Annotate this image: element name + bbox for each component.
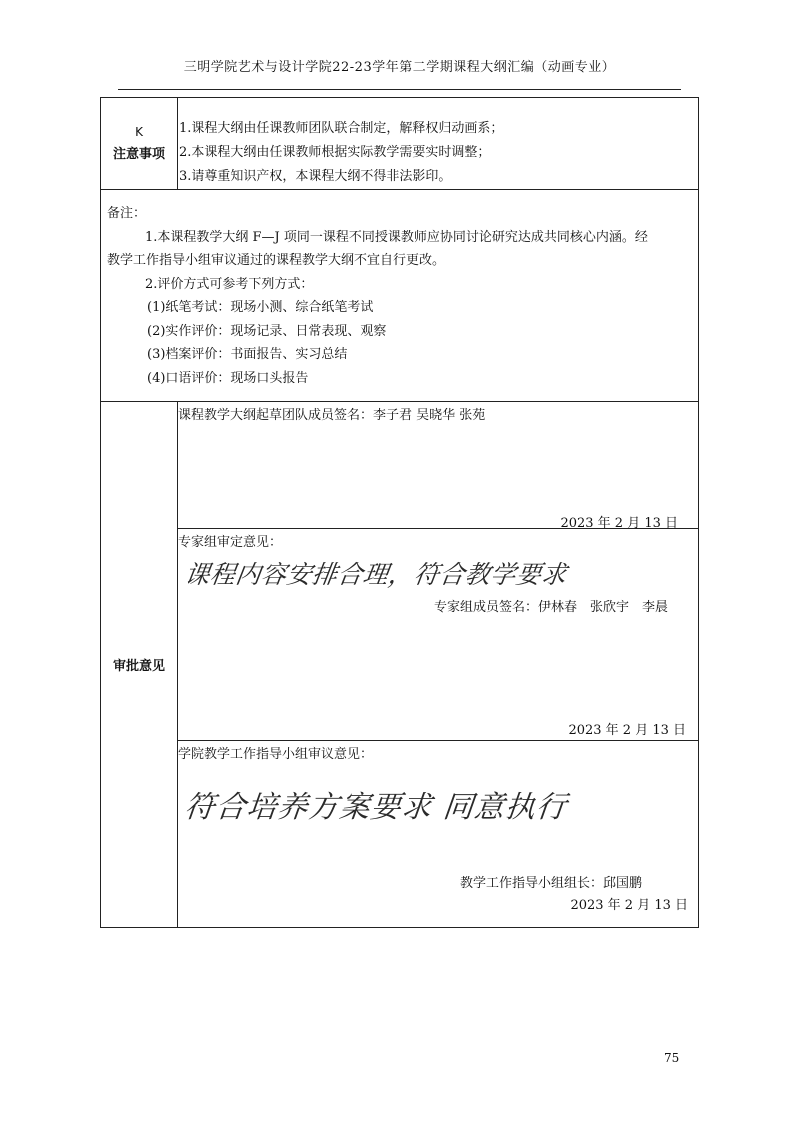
expert-cell: [178, 529, 699, 741]
evaluation-method: (1)纸笔考试：现场小测、综合纸笔考试: [147, 300, 374, 315]
syllabus-approval-table: [100, 97, 699, 928]
college-cell: [178, 741, 699, 928]
expert-opinion-title: 专家组审定意见：: [178, 535, 283, 550]
section-letter: K: [135, 125, 143, 139]
evaluation-method: (2)实作评价：现场记录、日常表现、观察: [147, 323, 387, 339]
expert-handwritten-opinion: [182, 551, 570, 593]
college-handwriting-text: 符合培养方案要求 同意执行: [182, 790, 569, 825]
page-number: 75: [664, 1051, 680, 1065]
evaluation-method: (4)口语评价：现场口头报告: [147, 370, 309, 386]
remarks-title: 备注：: [107, 206, 147, 221]
notes-label: 注意事项: [112, 147, 165, 162]
remarks-cell: [101, 190, 699, 402]
drafting-row: [101, 402, 699, 529]
college-handwritten-opinion: [182, 775, 569, 831]
page-header-title: 三明学院艺术与设计学院22-23学年第二学期课程大纲汇编（动画专业）: [183, 60, 616, 75]
college-opinion-title: 学院教学工作指导小组审议意见：: [178, 747, 374, 762]
notes-content-cell: [178, 98, 699, 190]
drafting-date: 2023 年 2 月 13 日: [560, 516, 678, 531]
expert-handwriting-text: 课程内容安排合理，符合教学要求: [182, 560, 570, 589]
committee-leader: 教学工作指导小组组长：邱国鹏: [459, 876, 642, 891]
notes-label-cell: [101, 98, 178, 190]
expert-members: 专家组成员签名：伊林春 张欣宇 李晨: [433, 600, 668, 615]
notes-item: 1.课程大纲由任课教师团队联合制定，解释权归动画系；: [179, 121, 504, 136]
approval-label-cell: [101, 402, 178, 928]
remarks-line: 2.评价方式可参考下列方式：: [145, 276, 314, 292]
expert-row: [101, 529, 699, 741]
evaluation-method: (3)档案评价：书面报告、实习总结: [147, 347, 348, 362]
college-row: [101, 741, 699, 928]
drafting-signatures: 课程教学大纲起草团队成员签名：李子君 吴晓华 张苑: [178, 408, 486, 423]
header-divider: [118, 89, 681, 90]
drafting-cell: [178, 402, 699, 529]
college-date: 2023 年 2 月 13 日: [570, 898, 688, 913]
notes-item: 2.本课程大纲由任课教师根据实际教学需要实时调整；: [179, 145, 491, 160]
approval-label: 审批意见: [112, 659, 165, 674]
remarks-row: [101, 190, 699, 402]
remarks-line: 1.本课程教学大纲 F—J 项同一课程不同授课教师应协同讨论研究达成共同核心内涵。经: [145, 229, 648, 245]
notes-row: [101, 98, 699, 190]
remarks-line: 教学工作指导小组审议通过的课程教学大纲不宜自行更改。: [107, 253, 446, 268]
notes-item: 3.请尊重知识产权，本课程大纲不得非法影印。: [179, 169, 452, 184]
expert-date: 2023 年 2 月 13 日: [568, 723, 686, 738]
